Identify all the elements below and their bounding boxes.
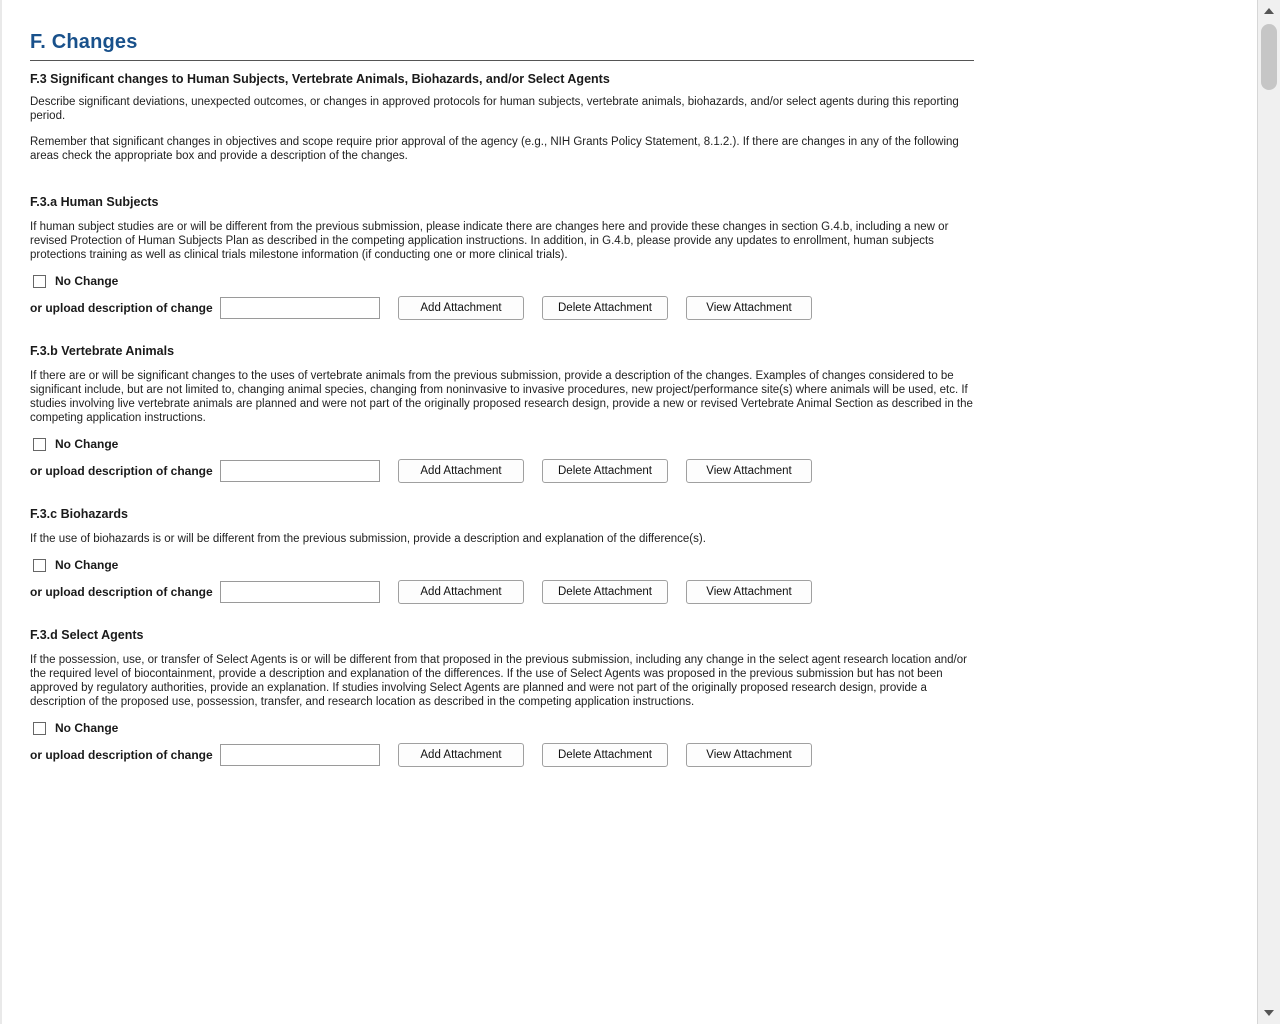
subsection-body-select-agents: If the possession, use, or transfer of Select Agents is or will be different from that proposed in the previous submission, including any change in the select agent research location and/or the required level of biocontainment, provide a description and explanation of the differences. If the use of Select Agents was proposed in the previous submission but has not been approved by regulatory authorities, provide an explanation. If studies involving Select Agents are planned and were not part of the originally proposed research design, provide a description of the proposed use, possession, transfer, and research location as described in the competing application instructions. (30, 654, 967, 708)
delete-attachment-button-biohazards[interactable]: Delete Attachment (542, 580, 668, 604)
subsection-heading-vertebrate-animals: F.3.b Vertebrate Animals (30, 344, 175, 358)
attachment-input-vertebrate-animals[interactable] (220, 460, 380, 482)
attachment-input-human-subjects[interactable] (220, 297, 380, 319)
page-title: F. Changes (30, 31, 138, 54)
upload-row-human-subjects (30, 296, 980, 320)
intro-paragraph-2: Remember that significant changes in objectives and scope require prior approval of the agency (e.g., NIH Grants Policy Statement, 8.1.2.). If there are changes in any of the following areas check the appropriate box and provide a description of the changes. (30, 136, 959, 162)
no-change-checkbox-vertebrate-animals[interactable] (33, 438, 46, 451)
no-change-row-select-agents (30, 721, 980, 735)
right-margin (1000, 0, 1258, 1024)
form-body (30, 72, 980, 771)
no-change-label-biohazards: No Change (55, 558, 119, 572)
upload-row-vertebrate-animals (30, 459, 980, 483)
scrollbar-track[interactable] (1258, 22, 1280, 1002)
chevron-down-icon (1264, 1010, 1274, 1016)
upload-label-human-subjects: or upload description of change (30, 301, 213, 315)
scroll-up-button[interactable] (1258, 0, 1280, 22)
add-attachment-button-human-subjects[interactable]: Add Attachment (398, 296, 524, 320)
delete-attachment-button-select-agents[interactable]: Delete Attachment (542, 743, 668, 767)
subsection-heading-biohazards: F.3.c Biohazards (30, 507, 128, 521)
attachment-input-biohazards[interactable] (220, 581, 380, 603)
no-change-row-human-subjects (30, 274, 980, 288)
attachment-input-select-agents[interactable] (220, 744, 380, 766)
chevron-up-icon (1264, 8, 1274, 14)
view-attachment-button-vertebrate-animals[interactable]: View Attachment (686, 459, 812, 483)
no-change-label-select-agents: No Change (55, 721, 119, 735)
subsection-body-biohazards: If the use of biohazards is or will be different from the previous submission, provide a description and explanation of the difference(s). (30, 533, 706, 545)
no-change-checkbox-select-agents[interactable] (33, 722, 46, 735)
subsection-body-vertebrate-animals: If there are or will be significant changes to the uses of vertebrate animals from the previous submission, provide a description of the changes. Examples of changes considered to be significant include, but are not limited to, changing animal species, changing from noninvasive to invasive procedures, new project/performance site(s) where animals will be used, etc. If studies involving live vertebrate animals are planned and were not part of the originally proposed research design, provide a new or revised Vertebrate Animal Section as described in the competing application instructions. (30, 370, 973, 424)
add-attachment-button-vertebrate-animals[interactable]: Add Attachment (398, 459, 524, 483)
subsection-heading-select-agents: F.3.d Select Agents (30, 628, 144, 642)
no-change-checkbox-human-subjects[interactable] (33, 275, 46, 288)
view-attachment-button-human-subjects[interactable]: View Attachment (686, 296, 812, 320)
no-change-checkbox-biohazards[interactable] (33, 559, 46, 572)
intro-heading: F.3 Significant changes to Human Subjects, Vertebrate Animals, Biohazards, and/or Select Agents (30, 72, 610, 86)
upload-row-biohazards (30, 580, 980, 604)
delete-attachment-button-human-subjects[interactable]: Delete Attachment (542, 296, 668, 320)
view-attachment-button-select-agents[interactable]: View Attachment (686, 743, 812, 767)
scroll-down-button[interactable] (1258, 1002, 1280, 1024)
title-divider (30, 60, 974, 61)
upload-label-select-agents: or upload description of change (30, 748, 213, 762)
scrollbar-thumb[interactable] (1261, 24, 1277, 90)
no-change-row-biohazards (30, 558, 980, 572)
upload-label-vertebrate-animals: or upload description of change (30, 464, 213, 478)
add-attachment-button-select-agents[interactable]: Add Attachment (398, 743, 524, 767)
no-change-label-vertebrate-animals: No Change (55, 437, 119, 451)
upload-label-biohazards: or upload description of change (30, 585, 213, 599)
no-change-row-vertebrate-animals (30, 437, 980, 451)
vertical-scrollbar[interactable] (1257, 0, 1280, 1024)
no-change-label-human-subjects: No Change (55, 274, 119, 288)
intro-paragraph-1: Describe significant deviations, unexpected outcomes, or changes in approved protocols for human subjects, vertebrate animals, biohazards, and/or select agents during this reporting period. (30, 96, 959, 122)
subsection-heading-human-subjects: F.3.a Human Subjects (30, 195, 159, 209)
delete-attachment-button-vertebrate-animals[interactable]: Delete Attachment (542, 459, 668, 483)
add-attachment-button-biohazards[interactable]: Add Attachment (398, 580, 524, 604)
subsection-body-human-subjects: If human subject studies are or will be different from the previous submission, please indicate there are changes here and provide these changes in section G.4.b, including a new or revised Protection of Human Subjects Plan as described in the competing application instructions. In addition, in G.4.b, please provide any updates to enrollment, human subjects protections training as well as clinical trials milestone information (if conducting one or more clinical trials). (30, 221, 949, 261)
view-attachment-button-biohazards[interactable]: View Attachment (686, 580, 812, 604)
upload-row-select-agents (30, 743, 980, 767)
